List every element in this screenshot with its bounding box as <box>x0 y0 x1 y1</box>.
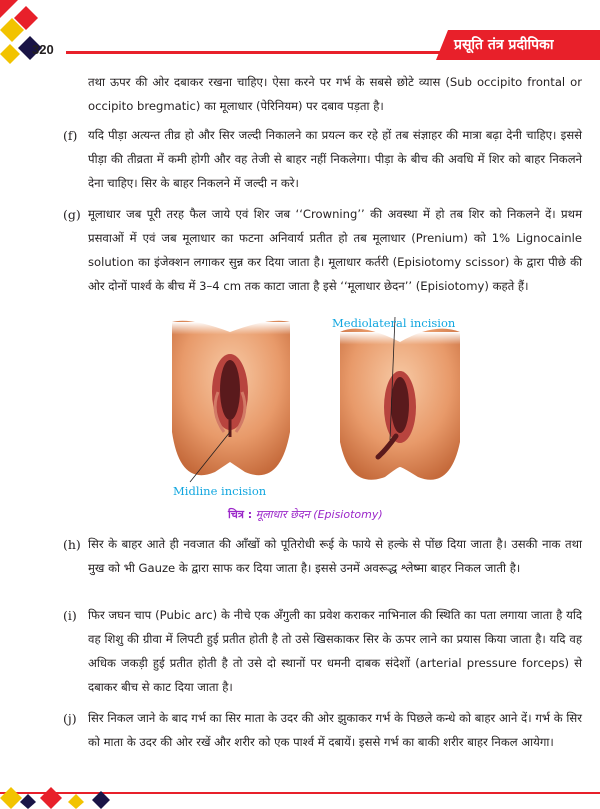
figure-caption-text: मूलाधार छेदन (Episiotomy) <box>255 508 383 521</box>
figure-caption-prefix: चित्र : <box>228 508 253 521</box>
paragraph-marker: (j) <box>63 711 77 726</box>
lead-paragraph: तथा ऊपर की ओर दबाकर रखना चाहिए। ऐसा करने पर गर्भ के सबसे छोटे व्यास (Sub occipito frontal or occipito bregmatic) का मूलाधार (पेरिनियम) पर दबाव पड़ता है। <box>88 75 582 113</box>
header-rule <box>66 51 446 54</box>
paragraph-text: सिर निकल जाने के बाद गर्भ का सिर माता के उदर की ओर झुकाकर गर्भ के पिछले कन्धे को बाहर आने दें। गर्भ के सिर को माता के उदर की ओर रखें और शरीर को एक पार्श्व में दबायें। इससे गर्भ का बाकी शरीर बाहर निकल आयेगा। <box>88 711 582 749</box>
page-number: 320 <box>32 42 54 57</box>
mediolateral-illustration <box>340 317 460 480</box>
paragraph-text: सिर के बाहर आते ही नवजात की आँखों को पूतिरोधी रूई के फाये से हल्के से पोंछ दिया जाता है। उसकी नाक तथा मुख को भी Gauze के द्वारा साफ कर दिया जाता है। इससे उनमें अवरूद्ध श्लेष्मा बाहर निकल जाती है। <box>88 537 582 575</box>
midline-incision-label: Midline incision <box>173 484 267 498</box>
paragraph-text: यदि पीड़ा अत्यन्त तीव्र हो और सिर जल्दी निकालने का प्रयत्न कर रहे हों तब संज्ञाहर की मात्रा बढ़ा देनी चाहिए। इससे पीड़ा की तीव्रता में कमी होगी और वह तेजी से बाहर नहीं निकलेगा। पीड़ा के बीच की अवधि में शिर को बाहर निकलने देना चाहिए। सिर के बाहर निकलने में जल्दी न करे। <box>88 128 582 190</box>
figure-caption <box>228 507 383 522</box>
running-header-title: प्रसूति तंत्र प्रदीपिका <box>454 37 554 53</box>
paragraph-marker: (h) <box>63 537 81 552</box>
midline-illustration <box>172 321 290 482</box>
episiotomy-figure <box>150 312 480 532</box>
paragraph-marker: (i) <box>63 608 77 623</box>
paragraph-marker: (g) <box>63 207 81 222</box>
paragraph-marker: (f) <box>63 128 78 143</box>
paragraph-text: फिर जघन चाप (Pubic arc) के नीचे एक अँगुली का प्रवेश कराकर नाभिनाल की स्थिति का पता लगाया जाता है यदि वह शिशु की ग्रीवा में लिपटी हुई प्रतीत होती है तो उसे खिसकाकर सिर के ऊपर लाने का प्रयास किया जाता है। यदि वह अधिक जकड़ी हुई प्रतीत होती है तो उसे दो स्थानों पर धमनी दाबक संदेशों (arterial pressure forceps) से दबाकर बीच से काट दिया जाता है। <box>88 608 582 694</box>
paragraph-text: मूलाधार जब पूरी तरह फैल जाये एवं शिर जब ‘‘Crowning’’ की अवस्था में हो तब शिर को निकलने दें। प्रथम प्रसवाओं में एवं जब मूलाधार का फटना अनिवार्य प्रतीत हो तब मूलाधार (Prenium) को 1% Lignocainle solution का इंजेक्शन लगाकर सुन्न कर दिया जाता है। मूलाधार कर्तरी (Episiotomy scissor) के द्वारा पीछे की ओर दोनों पार्श्व के बीच में 3–4 cm तक काटा जाता है इसे ‘‘मूलाधार छेदन’’ (Episiotomy) कहते हैं। <box>88 207 582 293</box>
episiotomy-illustration <box>150 312 480 532</box>
footer-decoration <box>0 778 130 809</box>
mediolateral-incision-label: Mediolateral incision <box>332 316 456 330</box>
